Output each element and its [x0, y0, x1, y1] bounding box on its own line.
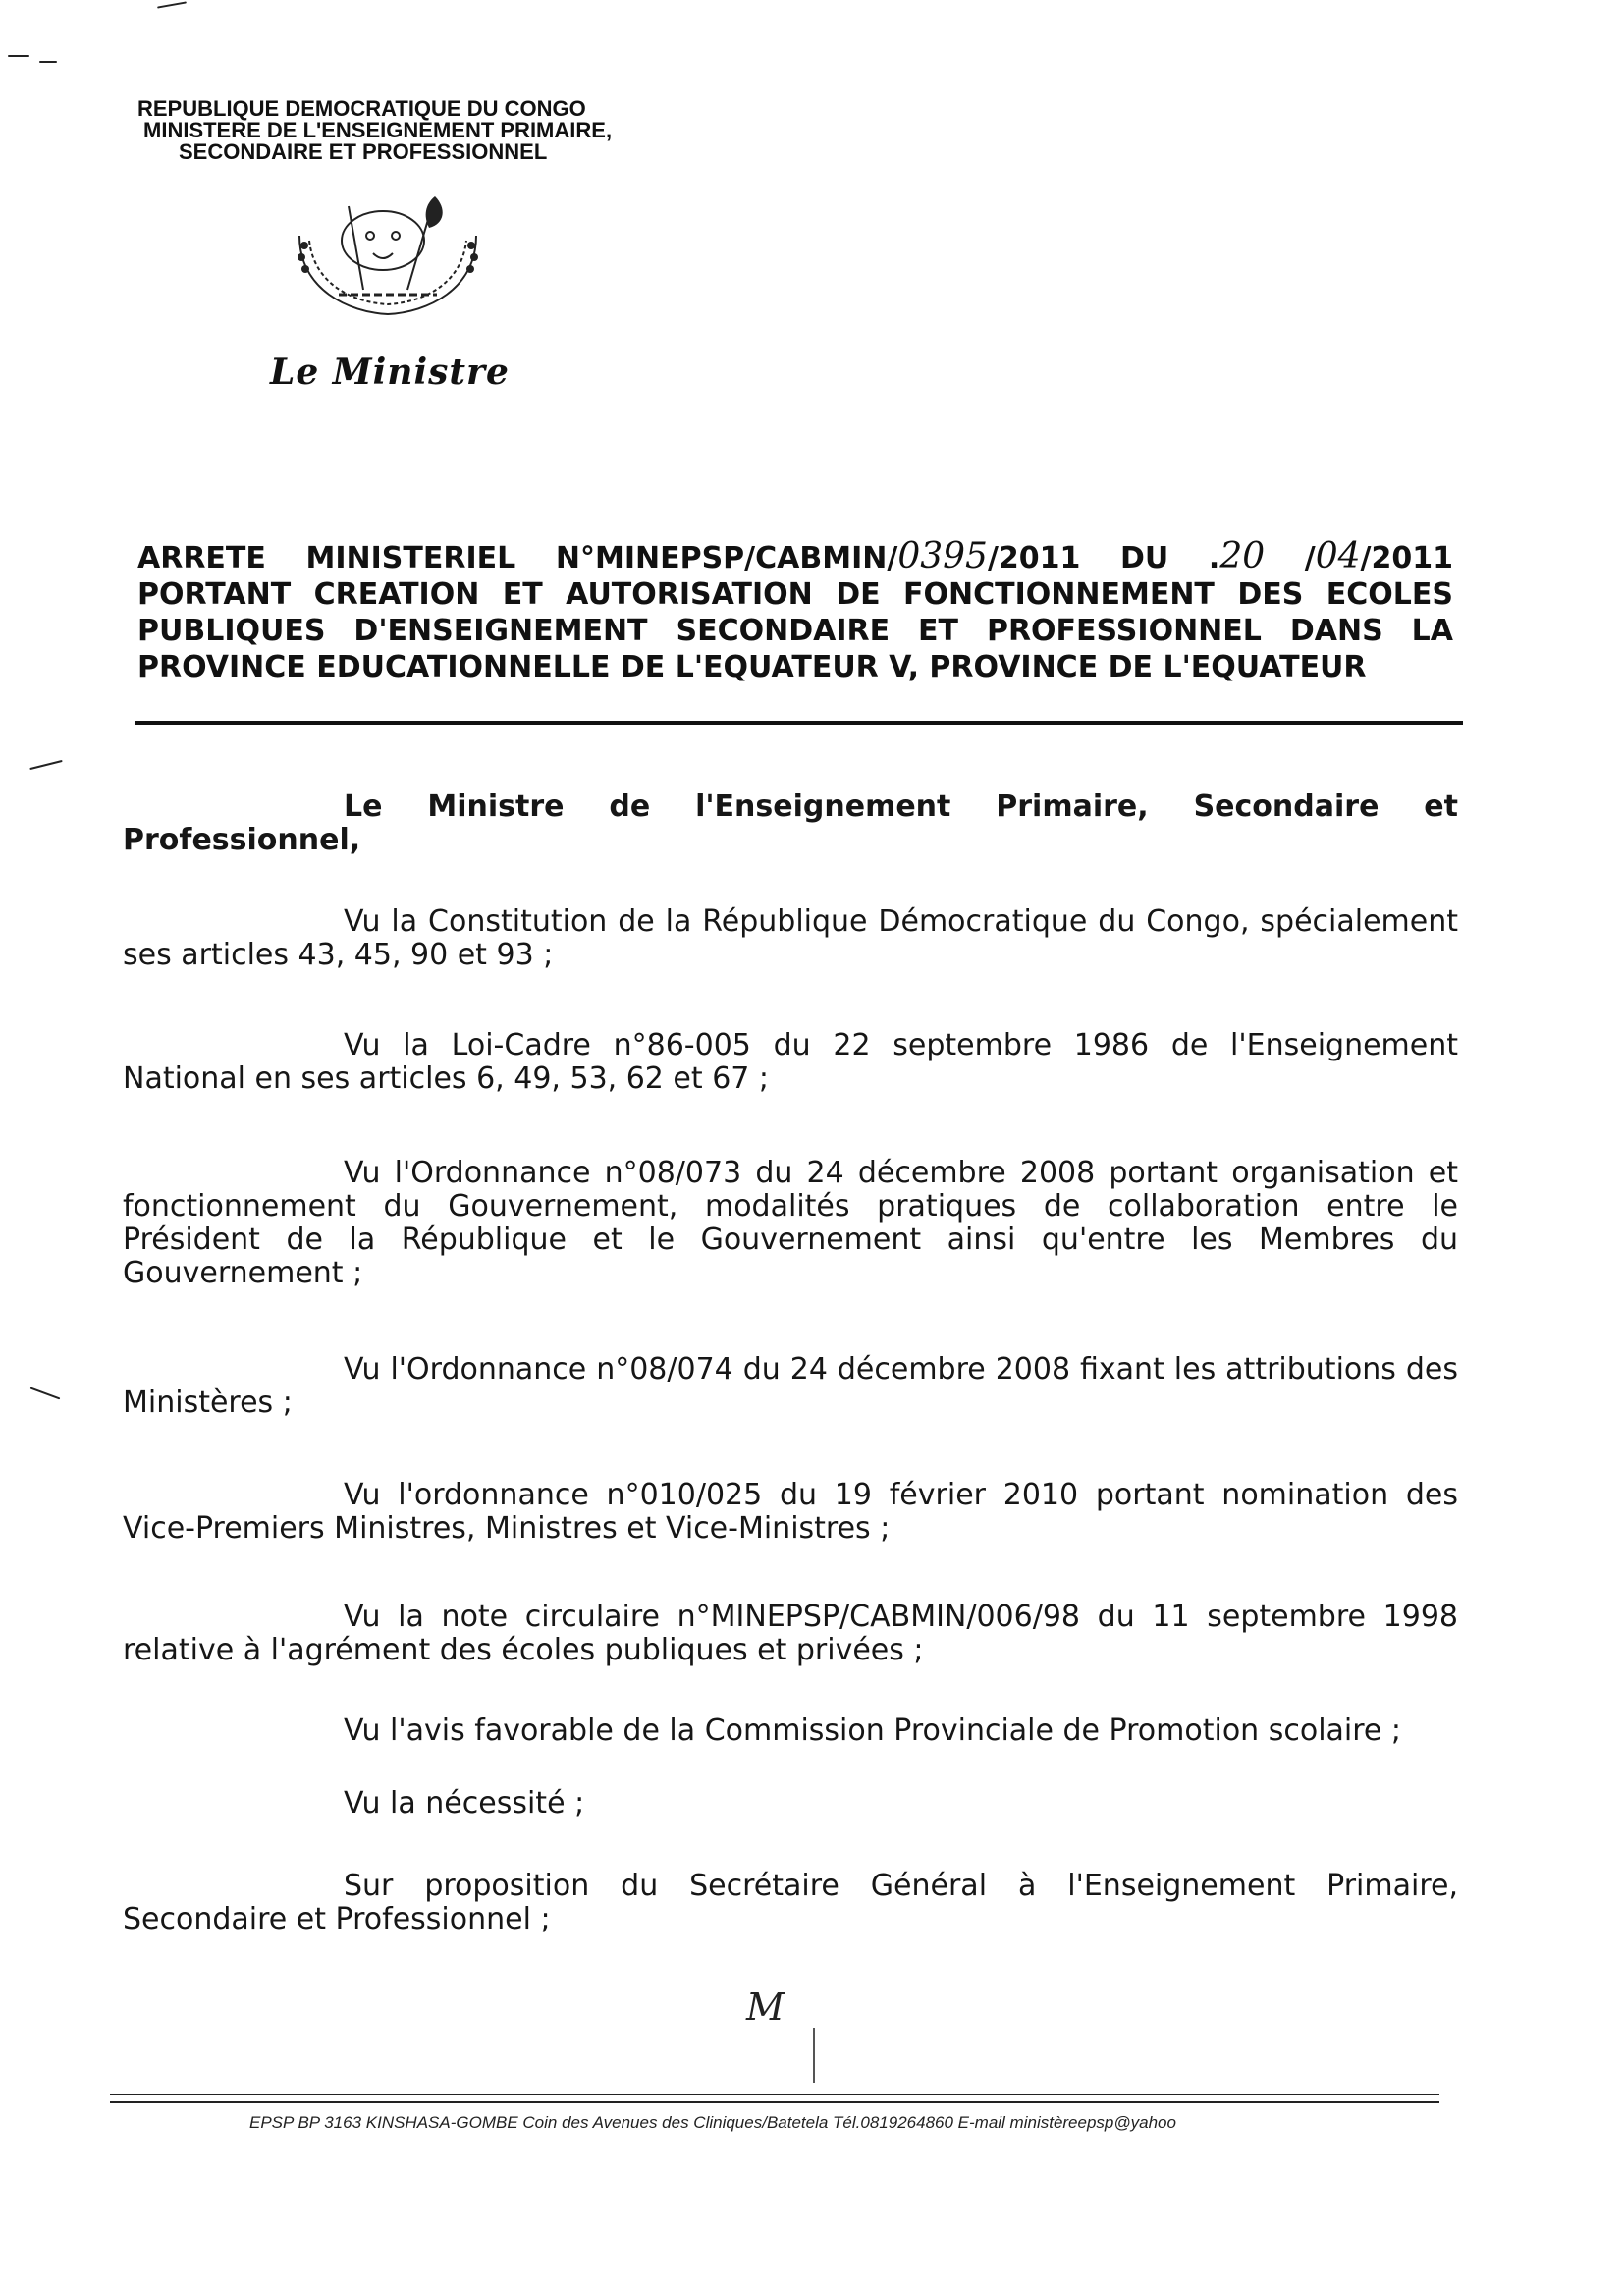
- paragraph-continuation: relative à l'agrément des écoles publiques et privées ;: [123, 1633, 924, 1667]
- preamble-paragraph: [123, 1353, 1458, 1420]
- paragraph-first-line: Vu l'Ordonnance n°08/074 du 24 décembre 2008 fixant les attributions des: [344, 1352, 1458, 1387]
- decree-year: /2011: [1360, 541, 1453, 575]
- paragraph-continuation: Vice-Premiers Ministres, Ministres et Vice-Ministres ;: [123, 1511, 891, 1546]
- preamble-paragraph: [123, 905, 1458, 972]
- preamble-paragraph: [123, 1029, 1458, 1096]
- minister-intro-line: Professionnel,: [123, 823, 361, 857]
- footer-rule: [110, 2101, 1439, 2103]
- preamble-paragraph: [123, 1157, 1458, 1290]
- org-line: REPUBLIQUE DEMOCRATIQUE DU CONGO: [137, 96, 586, 121]
- paragraph-first-line: Vu la Constitution de la République Démocratique du Congo, spécialement: [344, 904, 1458, 939]
- footer-rule: [110, 2094, 1439, 2095]
- handwritten-day: 20: [1219, 536, 1266, 576]
- paragraph-first-line: Sur proposition du Secrétaire Général à l'Enseignement Primaire,: [344, 1869, 1458, 1903]
- org-line: MINISTERE DE L'ENSEIGNEMENT PRIMAIRE,: [143, 118, 613, 142]
- paragraph-first-line: Vu l'avis favorable de la Commission Provinciale de Promotion scolaire ;: [344, 1713, 1402, 1748]
- paragraph-first-line: Vu la nécessité ;: [344, 1786, 585, 1821]
- paragraph-first-line: Vu la Loi-Cadre n°86-005 du 22 septembre 1986 de l'Enseignement: [344, 1028, 1458, 1062]
- scan-mark: [8, 55, 29, 57]
- paragraph-continuation: National en ses articles 6, 49, 53, 62 et 67 ;: [123, 1061, 770, 1096]
- paragraph-first-line: Vu la note circulaire n°MINEPSP/CABMIN/006/98 du 11 septembre 1998: [344, 1600, 1458, 1634]
- paragraph-continuation: ses articles 43, 45, 90 et 93 ;: [123, 938, 554, 972]
- coat-of-arms-icon: [280, 196, 496, 324]
- date-separator: /: [1265, 541, 1316, 575]
- paragraph-first-line: Vu l'ordonnance n°010/025 du 19 février 2010 portant nomination des: [344, 1478, 1458, 1512]
- decree-number-line: [137, 538, 1453, 576]
- preamble-paragraph: [123, 1787, 1458, 1821]
- preamble-paragraph: [123, 1714, 1458, 1748]
- scan-mark: [29, 760, 62, 770]
- title-underline: [135, 721, 1463, 725]
- paragraph-continuation: fonctionnement du Gouvernement, modalités pratiques de collaboration entre le Président de la République et le Gouvernement ainsi qu'entre les Membres du Gouvernement ;: [123, 1189, 1458, 1290]
- minister-intro-line: Le Ministre de l'Enseignement Primaire, Secondaire et: [344, 789, 1458, 824]
- scan-mark: [157, 1, 187, 8]
- paragraph-first-line: Vu l'Ordonnance n°08/073 du 24 décembre 2008 portant organisation et: [344, 1156, 1458, 1190]
- handwritten-month: 04: [1315, 536, 1361, 576]
- org-line: SECONDAIRE ET PROFESSIONNEL: [179, 139, 548, 164]
- footer-address: EPSP BP 3163 KINSHASA-GOMBE Coin des Avenues des Cliniques/Batetela Tél.0819264860 E-mail ministèreepsp@yahoo: [249, 2113, 1176, 2132]
- initials-mark: [813, 2028, 815, 2083]
- decree-number-prefix: ARRETE MINISTERIEL N°MINEPSP/CABMIN/: [137, 541, 898, 575]
- scan-mark: [30, 1387, 61, 1400]
- handwritten-decree-number: 0395: [897, 536, 988, 576]
- title-line: PROVINCE EDUCATIONNELLE DE L'EQUATEUR V, PROVINCE DE L'EQUATEUR: [137, 650, 1367, 684]
- title-line: PUBLIQUES D'ENSEIGNEMENT SECONDAIRE ET PROFESSIONNEL DANS LA: [137, 614, 1453, 648]
- paragraph-continuation: Ministères ;: [123, 1386, 293, 1420]
- decree-date-prefix: /2011 DU .: [987, 541, 1220, 575]
- decree-title: [137, 538, 1453, 685]
- scan-mark: [39, 61, 57, 63]
- preamble-paragraph: [123, 1601, 1458, 1667]
- minister-signature-title: Le Ministre: [270, 352, 510, 393]
- paragraph-continuation: Secondaire et Professionnel ;: [123, 1902, 551, 1936]
- title-line: PORTANT CREATION ET AUTORISATION DE FONCTIONNEMENT DES ECOLES: [137, 577, 1453, 612]
- minister-intro: [123, 790, 1458, 857]
- handwritten-initials: M: [746, 1985, 785, 2029]
- preamble-paragraph: [123, 1479, 1458, 1546]
- preamble-paragraph: [123, 1870, 1458, 1936]
- ministry-header: [137, 98, 727, 163]
